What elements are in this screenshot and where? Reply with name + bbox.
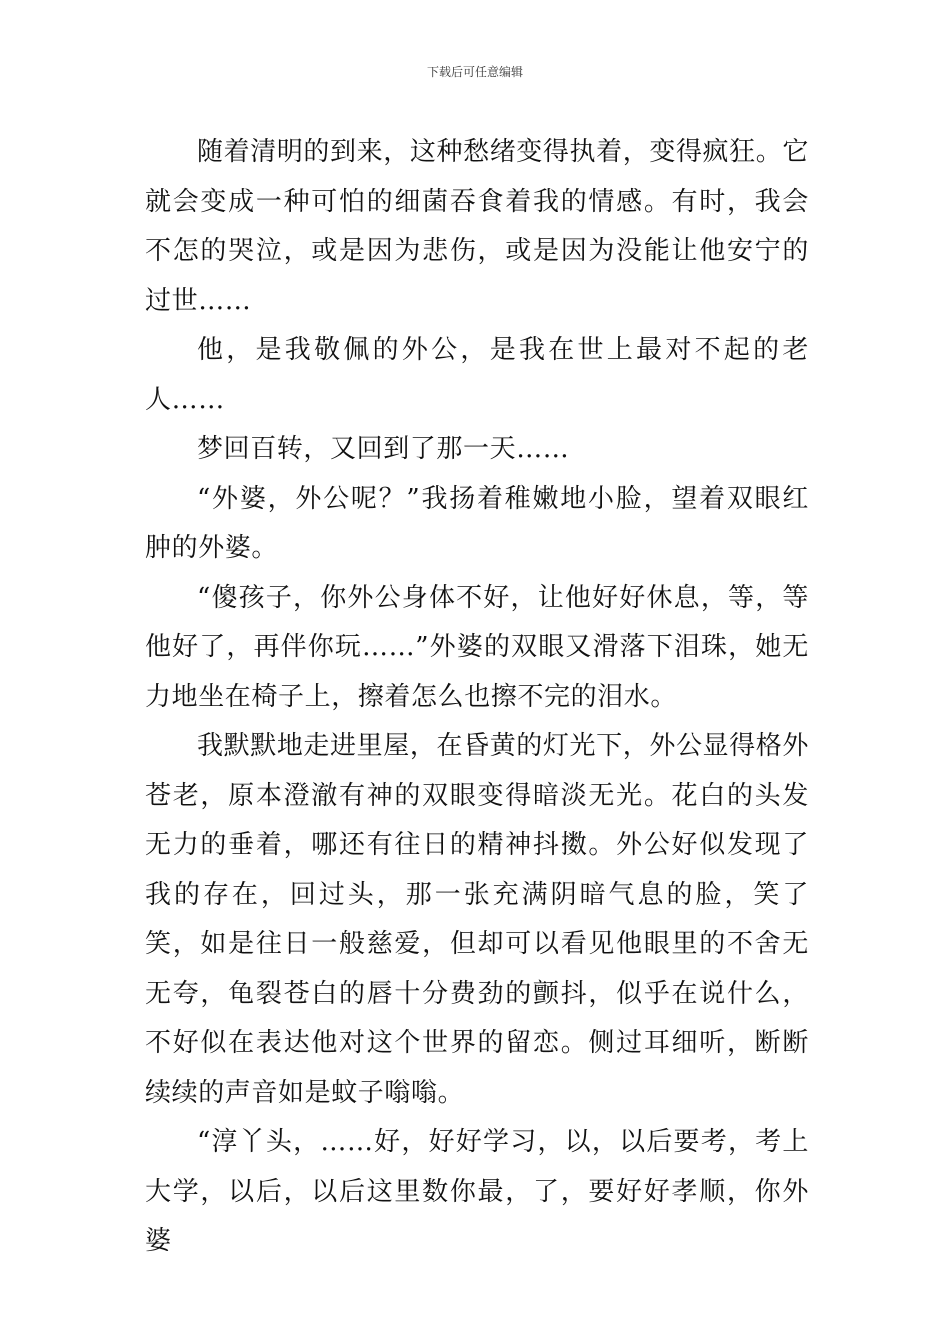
paragraph-6: 我默默地走进里屋，在昏黄的灯光下，外公显得格外苍老，原本澄澈有神的双眼变得暗淡无光。花白的头发无力的垂着，哪还有往日的精神抖擞。外公好似发现了我的存在，回过头，那一张充满阴暗气息的脸，笑了笑，如是往日一般慈爱，但却可以看见他眼里的不舍无无夸，龟裂苍白的唇十分费劲的颤抖，似乎在说什么，不好似在表达他对这个世界的留恋。侧过耳细听，断断续续的声音如是蚊子嗡嗡。	[145, 731, 809, 1108]
paragraph-3: 梦回百转，又回到了那一天……	[197, 434, 570, 464]
paragraph-4: “外婆，外公呢？”我扬着稚嫩地小脸，望着双眼红肿的外婆。	[145, 483, 809, 563]
page-header: 下载后可任意编辑	[426, 65, 523, 79]
paragraph-7: “淳丫头，……好，好好学习，以，以后要考，考上大学，以后，以后这里数你最，了，要好好孝顺，你外婆	[145, 1127, 809, 1256]
paragraph-2: 他，是我敬佩的外公，是我在世上最对不起的老人……	[145, 335, 809, 415]
body-text	[145, 128, 809, 1267]
paragraph-5: “傻孩子，你外公身体不好，让他好好休息，等，等他好了，再伴你玩……”外婆的双眼又滑落下泪珠，她无力地坐在椅子上，擦着怎么也擦不完的泪水。	[145, 582, 809, 712]
paragraph-1: 随着清明的到来，这种愁绪变得执着，变得疯狂。它就会变成一种可怕的细菌吞食着我的情感。有时，我会不怎的哭泣，或是因为悲伤，或是因为没能让他安宁的过世……	[145, 137, 809, 316]
